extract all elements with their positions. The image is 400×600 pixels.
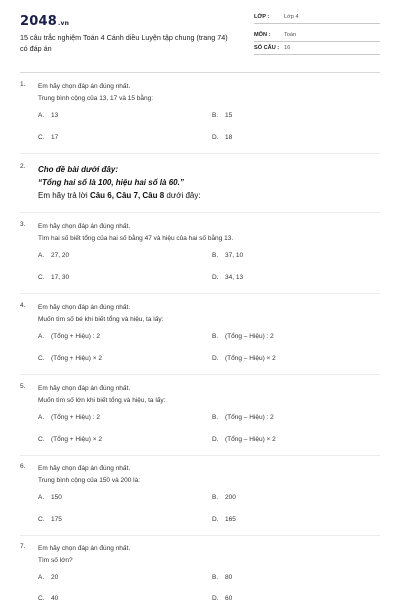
question-separator [20,212,380,213]
question-separator [20,455,380,456]
option-c[interactable]: C. 175 [38,516,62,523]
question-instruction: Em hãy chọn đáp án đúng nhất. [38,304,131,311]
option-b[interactable]: B. 200 [212,494,236,501]
prompt-quote: “Tổng hai số là 100, hiệu hai số là 60.” [38,178,184,187]
question-body [38,221,378,245]
meta-label: LỚP : [254,14,270,20]
meta-row-grade [254,12,380,24]
logo-sub: .vn [57,20,70,27]
question-body [38,463,378,487]
option-c[interactable]: C. 17, 30 [38,274,70,281]
meta-row-count [254,43,380,55]
question-instruction: Em hãy chọn đáp án đúng nhất. [38,83,131,90]
option-b[interactable]: B. 80 [212,574,233,581]
question-text: Muốn tìm số bé khi biết tổng và hiệu, ta lấy: [38,316,164,323]
option-a[interactable]: A. (Tổng + Hiệu) : 2 [38,333,100,340]
option-a[interactable]: A. (Tổng + Hiệu) : 2 [38,414,100,421]
question-text: Trung bình cộng của 13, 17 và 15 bằng: [38,95,154,102]
question-number: 4. [20,302,26,309]
meta-value: 16 [284,45,291,51]
header-divider [20,72,380,73]
question-text: Trung bình cộng của 150 và 200 là: [38,477,141,484]
option-c[interactable]: C. (Tổng + Hiệu) × 2 [38,436,102,443]
question-body [38,383,378,407]
option-b[interactable]: B. 15 [212,112,233,119]
meta-row-subject [254,30,380,42]
question-text: Tìm số lớn? [38,557,73,564]
option-d[interactable]: D. 18 [212,134,233,141]
option-b[interactable]: B. 37, 10 [212,252,244,259]
option-a[interactable]: A. 150 [38,494,62,501]
question-instruction: Em hãy chọn đáp án đúng nhất. [38,223,131,230]
question-text: Tìm hai số biết tổng của hai số bằng 47 và hiệu của hai số bằng 13. [38,235,234,242]
question-body [38,81,378,105]
question-number: 5. [20,383,26,390]
question-separator [20,535,380,536]
question-separator [20,293,380,294]
prompt-heading: Cho đề bài dưới đây: [38,165,118,174]
question-number: 1. [20,81,26,88]
question-number: 3. [20,221,26,228]
option-c[interactable]: C. 17 [38,134,59,141]
option-d[interactable]: D. (Tổng – Hiệu) × 2 [212,436,276,443]
meta-value: Toán [284,32,297,38]
question-body [38,302,378,326]
option-a[interactable]: A. 20 [38,574,59,581]
option-c[interactable]: C. (Tổng + Hiệu) × 2 [38,355,102,362]
option-a[interactable]: A. 13 [38,112,59,119]
site-logo[interactable] [20,14,69,29]
question-separator [20,153,380,154]
question-instruction: Em hãy chọn đáp án đúng nhất. [38,465,131,472]
question-instruction: Em hãy chọn đáp án đúng nhất. [38,385,131,392]
option-b[interactable]: B. (Tổng – Hiệu) : 2 [212,333,274,340]
meta-value: Lớp 4 [284,14,299,20]
document-title: 15 câu trắc nghiệm Toán 4 Cánh diều Luyện tập chung (trang 74) có đáp án [20,33,228,53]
page-header [0,0,400,72]
option-a[interactable]: A. 27, 20 [38,252,70,259]
option-d[interactable]: D. 34, 13 [212,274,244,281]
question-number: 7. [20,543,26,550]
prompt-instruction: Em hãy trả lời Câu 6, Câu 7, Câu 8 dưới đây: [38,191,201,200]
question-number: 6. [20,463,26,470]
question-separator [20,374,380,375]
option-d[interactable]: D. 60 [212,595,233,600]
option-d[interactable]: D. (Tổng – Hiệu) × 2 [212,355,276,362]
question-body [38,543,378,567]
option-d[interactable]: D. 165 [212,516,236,523]
question-body [38,163,378,202]
meta-label: MÔN : [254,32,271,38]
meta-label: SỐ CÂU : [254,45,280,51]
option-b[interactable]: B. (Tổng – Hiệu) : 2 [212,414,274,421]
question-number: 2. [20,163,26,170]
logo-main: 2048 [20,14,57,29]
question-instruction: Em hãy chọn đáp án đúng nhất. [38,545,131,552]
option-c[interactable]: C. 40 [38,595,59,600]
question-text: Muốn tìm số lớn khi biết tổng và hiệu, ta lấy: [38,397,166,404]
